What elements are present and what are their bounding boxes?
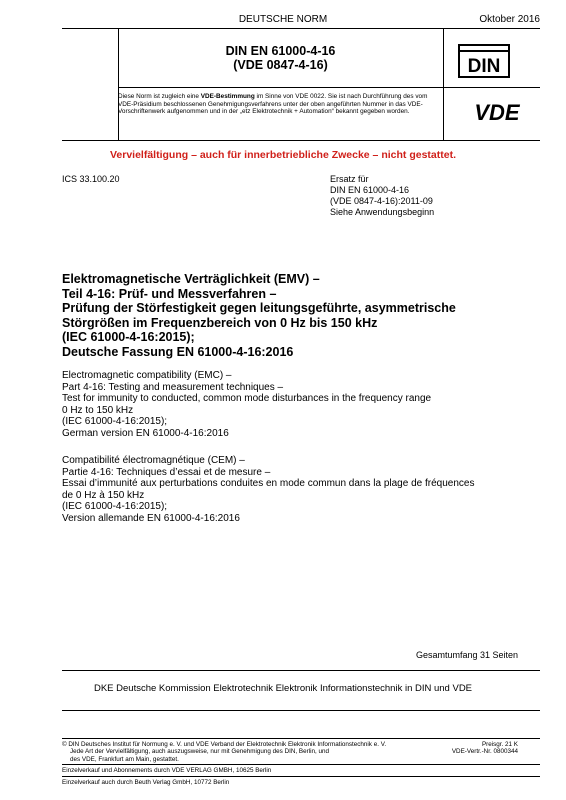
english-title-line: Part 4-16: Testing and measurement techniques – [62,381,284,393]
french-title-line: Compatibilité électromagnétique (CEM) – [62,455,245,466]
dke-rule-bottom [62,710,540,711]
replacement-vde: (VDE 0847-4-16):2011-09 [330,196,433,206]
vde-logo [455,101,539,128]
german-title-line: (IEC 61000-4-16:2015); [62,330,195,344]
replacement-note: Siehe Anwendungsbeginn [330,207,435,217]
french-title [62,455,532,525]
copyright-line: © DIN Deutsches Institut für Normung e. V. und VDE Verband der Elektrotechnik Elektronik Informationstechnik e. V. [62,741,387,748]
norm-type: DEUTSCHE NORM [238,14,328,25]
notice-text: Diese Norm ist zugleich eine [118,93,201,100]
english-title [62,370,532,440]
german-title [62,272,532,359]
vde-logo-text: VDE [474,101,520,123]
french-title-line: Essai d’immunité aux perturbations conduites en mode commun dans la plage de fréquences [62,478,475,490]
german-title-line: Störgrößen im Frequenzbereich von 0 Hz bis 150 kHz [62,315,378,330]
din-logo [458,44,510,78]
replacement-norm: DIN EN 61000-4-16 [330,185,410,195]
frame-bottom [62,140,540,141]
english-title-line: Electromagnetic compatibility (EMC) – [62,370,232,381]
dke-rule-top [62,670,540,671]
replacement-info [330,174,434,218]
copyright-line: Jede Art der Vervielfältigung, auch auszugsweise, nur mit Genehmigung des DIN, Berlin, und [70,748,330,756]
frame-mid [443,29,444,140]
footer-rule-3 [62,776,540,777]
notice-bold: VDE-Bestimmung [200,93,255,100]
french-title-line: (IEC 61000-4-16:2015); [62,501,168,513]
document-title [118,44,443,94]
french-title-line: de 0 Hz à 150 kHz [62,489,145,501]
german-title-line: Deutsche Fassung EN 61000-4-16:2016 [62,344,294,359]
document-header [0,0,566,28]
copyright-line: des VDE, Frankfurt am Main, gestattet. [70,755,179,763]
din-logo-text: DIN [467,56,501,77]
french-title-line: Partie 4-16: Techniques d’essai et de mesure – [62,466,271,478]
vde-order-number: VDE-Vertr.-Nr. 0800344 [451,748,518,756]
english-title-line: 0 Hz to 150 kHz [62,404,134,416]
german-title-line: Teil 4-16: Prüf- und Messverfahren – [62,286,277,301]
reproduction-warning: Vervielfältigung – auch für innerbetriebliche Zwecke – nicht gestattet. [109,149,456,161]
english-title-line: German version EN 61000-4-16:2016 [62,427,229,439]
german-title-line: Elektromagnetische Verträglichkeit (EMV) – [62,272,320,286]
title-vde-number: (VDE 0847-4-16) [233,58,328,72]
publication-date: Oktober 2016 [479,14,540,25]
ics-code: ICS 33.100.20 [62,174,120,184]
english-title-line: Test for immunity to conducted, common mode disturbances in the frequency range [62,393,432,405]
footer-rule [62,738,540,739]
english-title-line: (IEC 61000-4-16:2015); [62,416,168,428]
price-group: Preisgr. 21 K [481,741,518,748]
notice-text-rest: im Sinne von VDE 0022. Sie ist nach Durchführung des vom VDE-Präsidium beschlossenen Genehmigungsverfahrens unter der oben angeführten Nummer in das VDE-Vorschriftenwerk aufgenommen und in der „etz Elektrotechnik + Automation“ bekannt gegeben worden. [118,93,428,116]
french-title-line: Version allemande EN 61000-4-16:2016 [62,512,240,524]
sales-info-beuth: Einzelverkauf auch durch Beuth Verlag GmbH, 10772 Berlin [62,779,230,786]
page-count: Gesamtumfang 31 Seiten [415,650,518,660]
german-title-line: Prüfung der Störfestigkeit gegen leitungsgeführte, asymmetrische [62,301,456,315]
title-number: DIN EN 61000-4-16 [225,44,336,58]
dke-committee: DKE Deutsche Kommission Elektrotechnik Elektronik Informationstechnik in DIN und VDE [93,683,473,694]
header-rule [62,28,540,29]
sales-info-vde: Einzelverkauf und Abonnements durch VDE VERLAG GMBH, 10625 Berlin [62,767,272,774]
price-info [452,741,518,756]
footer-rule-2 [62,764,540,765]
vde-notice [118,93,438,116]
copyright-notice [62,741,462,763]
replacement-label: Ersatz für [330,174,369,184]
